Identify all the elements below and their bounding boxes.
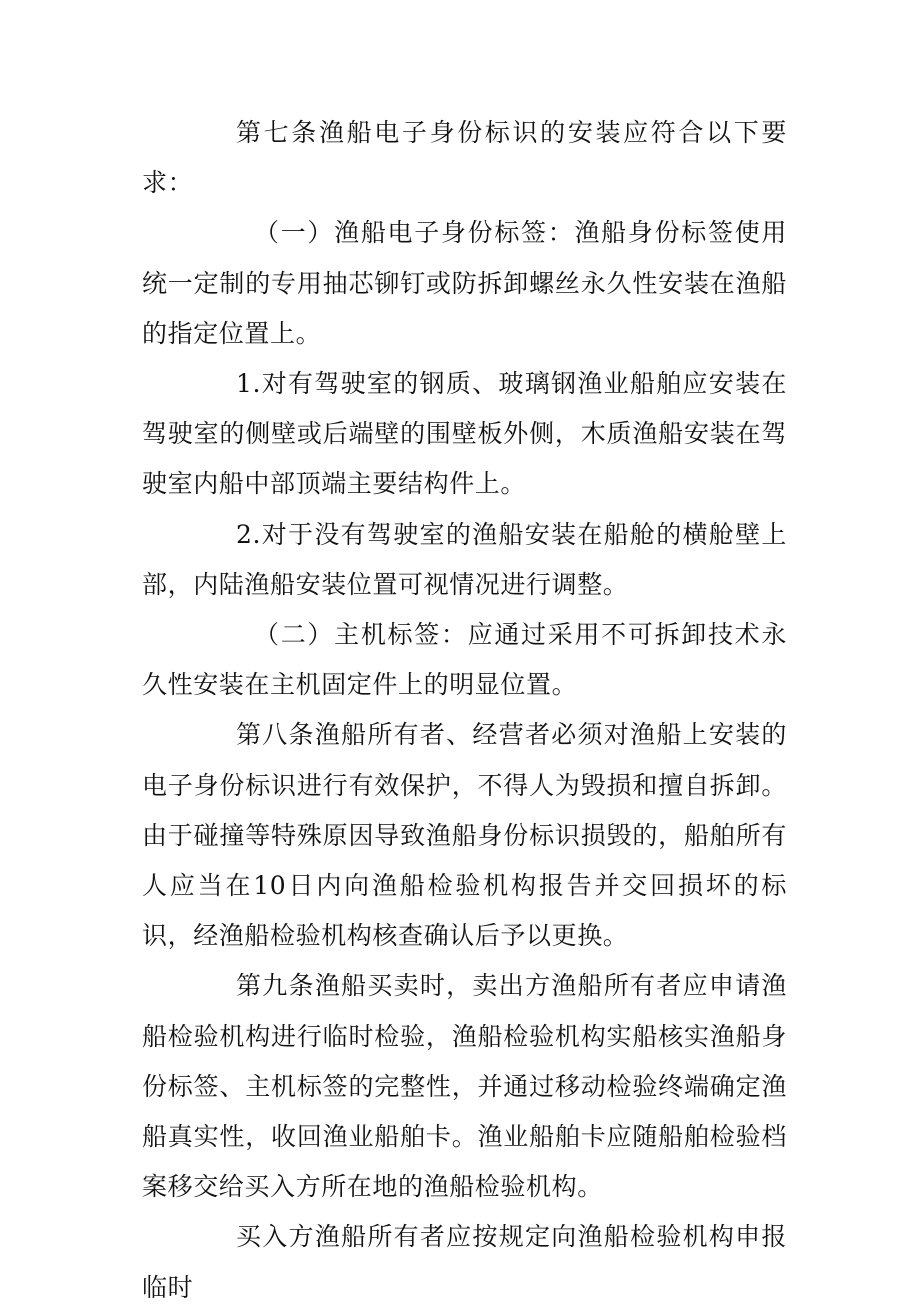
paragraph-buyer-declaration: 买入方渔船所有者应按规定向渔船检验机构申报临时 [142,1222,787,1302]
paragraph-article-8: 第八条渔船所有者、经营者必须对渔船上安装的电子身份标识进行有效保护，不得人为毁损和擅自拆卸。由于碰撞等特殊原因导致渔船身份标识损毁的，船舶所有人应当在10日内向渔船检验机构报告并交回损坏的标识，经渔船检验机构核查确认后予以更换。 [142,720,787,951]
paragraph-item-2-engine-tag: （二）主机标签：应通过采用不可拆卸技术永久性安装在主机固定件上的明显位置。 [142,620,787,700]
paragraph-subitem-1: 1.对有驾驶室的钢质、玻璃钢渔业船舶应安装在驾驶室的侧壁或后端壁的围壁板外侧，木质渔船安装在驾驶室内船中部顶端主要结构件上。 [142,369,787,499]
paragraph-article-9: 第九条渔船买卖时，卖出方渔船所有者应申请渔船检验机构进行临时检验，渔船检验机构实船核实渔船身份标签、主机标签的完整性，并通过移动检验终端确定渔船真实性，收回渔业船舶卡。渔业船舶卡应随船舶检验档案移交给买入方所在地的渔船检验机构。 [142,971,787,1202]
document-body [142,108,787,1313]
paragraph-item-1-electronic-tag: （一）渔船电子身份标签：渔船身份标签使用统一定制的专用抽芯铆钉或防拆卸螺丝永久性安装在渔船的指定位置上。 [142,218,787,348]
paragraph-article-7: 第七条渔船电子身份标识的安装应符合以下要求： [142,118,787,198]
paragraph-subitem-2: 2.对于没有驾驶室的渔船安装在船舱的横舱壁上部，内陆渔船安装位置可视情况进行调整。 [142,519,787,599]
